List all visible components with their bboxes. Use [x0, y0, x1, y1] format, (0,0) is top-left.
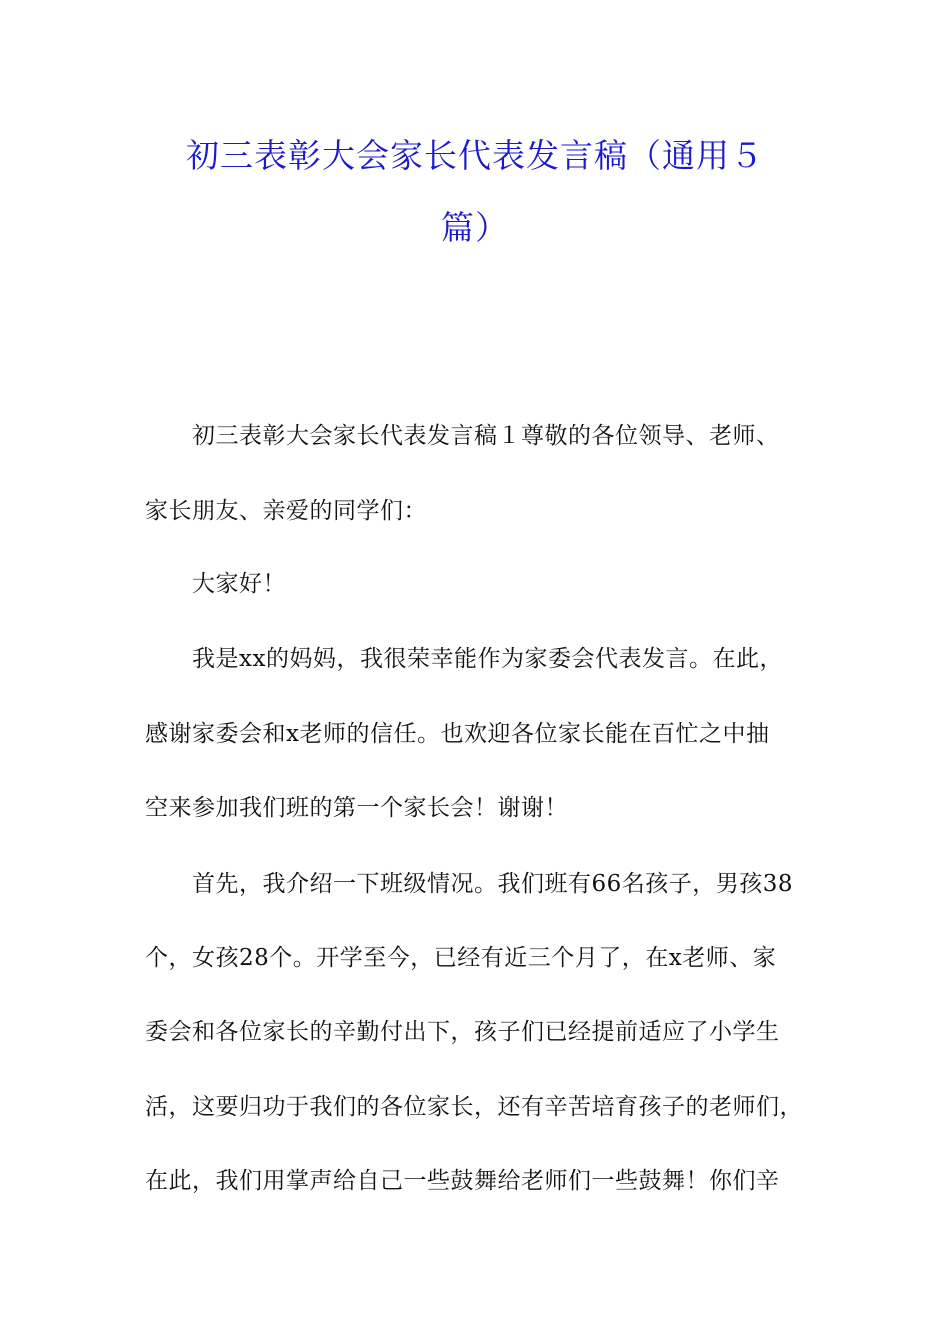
paragraph-line: 大家好！ — [192, 571, 286, 597]
document-title-line-1: 初三表彰大会家长代表发言稿（通用５ — [186, 136, 764, 175]
paragraph-line: 我是xx的妈妈，我很荣幸能作为家委会代表发言。在此， — [192, 646, 783, 672]
paragraph-line: 在此，我们用掌声给自己一些鼓舞给老师们一些鼓舞！你们辛 — [145, 1168, 780, 1194]
paragraph-line: 感谢家委会和x老师的信任。也欢迎各位家长能在百忙之中抽 — [145, 721, 770, 747]
paragraph-line: 首先，我介绍一下班级情况。我们班有66名孩子，男孩38 — [192, 871, 794, 897]
paragraph-line: 活，这要归功于我们的各位家长，还有辛苦培育孩子的老师们， — [145, 1094, 803, 1120]
paragraph-line: 个，女孩28个。开学至今，已经有近三个月了，在x老师、家 — [145, 945, 777, 971]
paragraph-line: 家长朋友、亲爱的同学们： — [145, 498, 427, 524]
document-title-line-2: 篇） — [441, 208, 509, 247]
paragraph-line: 空来参加我们班的第一个家长会！谢谢！ — [145, 795, 568, 821]
paragraph-line: 初三表彰大会家长代表发言稿１尊敬的各位领导、老师、 — [192, 423, 780, 449]
paragraph-line: 委会和各位家长的辛勤付出下，孩子们已经提前适应了小学生 — [145, 1019, 780, 1045]
